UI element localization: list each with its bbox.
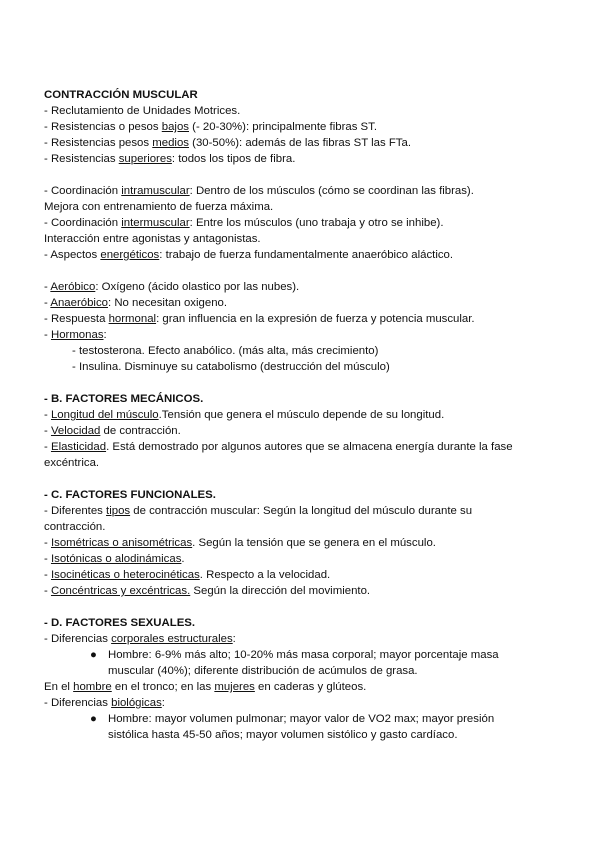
text-line: - Elasticidad. Está demostrado por algunos autores que se almacena energía durante la fase xyxy=(44,441,513,453)
text-line: contracción. xyxy=(44,521,106,533)
text-line: - Insulina. Disminuye su catabolismo (destrucción del músculo) xyxy=(72,361,390,373)
text-line: - testosterona. Efecto anabólico. (más alta, más crecimiento) xyxy=(72,345,379,357)
text-line: - Resistencias superiores: todos los tipos de fibra. xyxy=(44,153,296,165)
text-line: excéntrica. xyxy=(44,457,100,469)
section-heading: - C. FACTORES FUNCIONALES. xyxy=(44,489,216,501)
text-line: - Coordinación intramuscular: Dentro de los músculos (cómo se coordinan las fibras). xyxy=(44,185,474,197)
text-line: Interacción entre agonistas y antagonistas. xyxy=(44,233,261,245)
text-line: En el hombre en el tronco; en las mujeres en caderas y glúteos. xyxy=(44,681,367,693)
text-line: Mejora con entrenamiento de fuerza máxima. xyxy=(44,201,274,213)
section-heading: - B. FACTORES MECÁNICOS. xyxy=(44,393,204,405)
text-line: - Aeróbico: Oxígeno (ácido olastico por las nubes). xyxy=(44,281,300,293)
text-line: sistólica hasta 45-50 años; mayor volumen sistólico y gasto cardíaco. xyxy=(108,729,458,741)
doc-title: CONTRACCIÓN MUSCULAR xyxy=(44,89,198,101)
text-line: - Diferencias biológicas: xyxy=(44,697,165,709)
text-line: - Anaeróbico: No necesitan oxigeno. xyxy=(44,297,228,309)
text-line: - Isométricas o anisométricas. Según la tensión que se genera en el músculo. xyxy=(44,537,436,549)
text-line: muscular (40%); diferente distribución de acúmulos de grasa. xyxy=(108,665,418,677)
text-line: - Coordinación intermuscular: Entre los músculos (uno trabaja y otro se inhibe). xyxy=(44,217,444,229)
text-line: - Longitud del músculo.Tensión que genera el músculo depende de su longitud. xyxy=(44,409,445,421)
text-line: - Isocinéticas o heterocinéticas. Respecto a la velocidad. xyxy=(44,569,331,581)
text-line: Hombre: 6-9% más alto; 10-20% más masa corporal; mayor porcentaje masa xyxy=(108,649,499,661)
text-line: - Aspectos energéticos: trabajo de fuerza fundamentalmente anaeróbico aláctico. xyxy=(44,249,454,261)
bullet-icon: ● xyxy=(90,713,97,725)
text-line: - Hormonas: xyxy=(44,329,107,341)
text-line: - Diferencias corporales estructurales: xyxy=(44,633,236,645)
text-line: Hombre: mayor volumen pulmonar; mayor valor de VO2 max; mayor presión xyxy=(108,713,495,725)
text-line: - Reclutamiento de Unidades Motrices. xyxy=(44,105,241,117)
text-line: - Velocidad de contracción. xyxy=(44,425,181,437)
section-heading: - D. FACTORES SEXUALES. xyxy=(44,617,196,629)
text-line: - Diferentes tipos de contracción muscular: Según la longitud del músculo durante su xyxy=(44,505,473,517)
text-line: - Concéntricas y excéntricas. Según la dirección del movimiento. xyxy=(44,585,371,597)
text-line: - Resistencias o pesos bajos (- 20-30%): principalmente fibras ST. xyxy=(44,121,378,133)
text-line: - Respuesta hormonal: gran influencia en la expresión de fuerza y potencia muscular. xyxy=(44,313,475,325)
text-line: - Isotónicas o alodinámicas. xyxy=(44,553,185,565)
text-line: - Resistencias pesos medios (30-50%): además de las fibras ST las FTa. xyxy=(44,137,411,149)
bullet-icon: ● xyxy=(90,649,97,661)
